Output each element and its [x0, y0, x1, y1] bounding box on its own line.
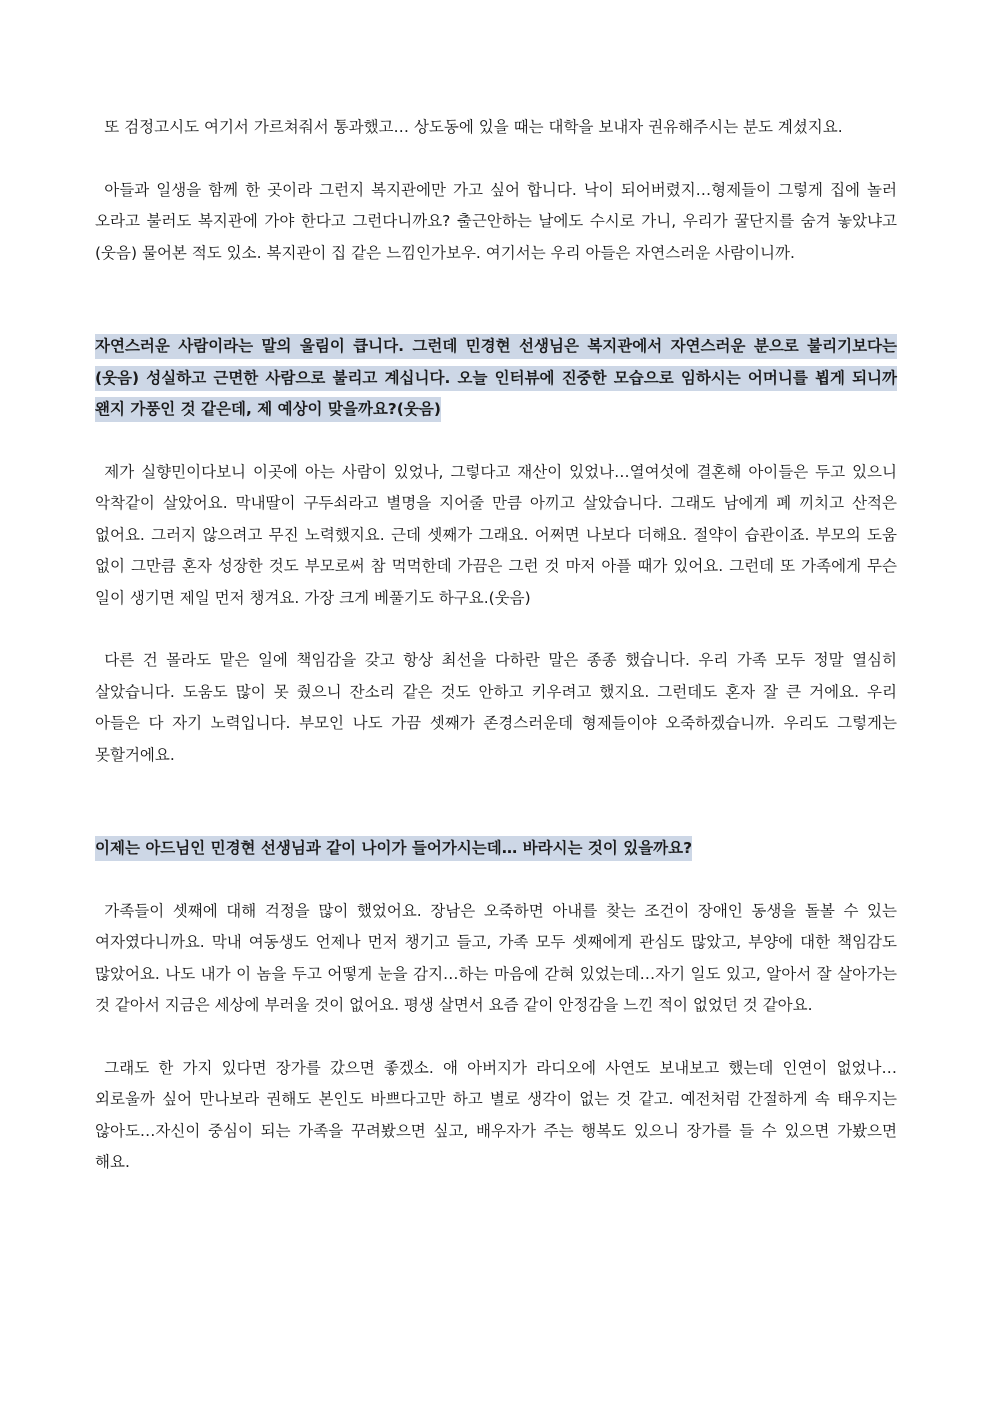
interview-question [95, 331, 897, 426]
paragraph-spacer [95, 426, 897, 457]
answer-paragraph: 아들과 일생을 함께 한 곳이라 그런지 복지관에만 가고 싶어 합니다. 낙이 되어버렸지…형제들이 그렇게 집에 놀러 오라고 불러도 복지관에 가야 한다고 그런다니까요? 출근안하는 날에도 수시로 가니, 우리가 꿀단지를 숨겨 놓았냐고(웃음) 물어본 적도 있소. 복지관이 집 같은 느낌인가보우. 여기서는 우리 아들은 자연스러운 사람이니까. [95, 180, 897, 262]
answer-paragraph: 또 검정고시도 여기서 가르쳐줘서 통과했고… 상도동에 있을 때는 대학을 보내자 권유해주시는 분도 계셨지요. [104, 118, 843, 136]
paragraph-spacer [95, 1022, 897, 1053]
section-spacer [95, 269, 897, 331]
interview-question [95, 833, 897, 865]
paragraph-spacer [95, 144, 897, 175]
answer-paragraph: 가족들이 셋째에 대해 걱정을 많이 했었어요. 장남은 오죽하면 아내를 찾는 조건이 장애인 동생을 돌볼 수 있는 여자였다니까요. 막내 여동생도 언제나 먼저 챙기고 들고, 가족 모두 셋째에게 관심도 많았고, 부양에 대한 책임감도 많았어요. 나도 내가 이 놈을 두고 어떻게 눈을 감지…하는 마음에 갇혀 있었는데…자기 일도 있고, 알아서 잘 살아가는 것 같아서 지금은 세상에 부러울 것이 없어요. 평생 살면서 요즘 같이 안정감을 느낀 적이 없었던 것 같아요. [95, 901, 897, 1014]
answer-paragraph: 제가 실향민이다보니 이곳에 아는 사람이 있었나, 그렇다고 재산이 있었나…열여섯에 결혼해 아이들은 두고 있으니 악착같이 살았어요. 막내딸이 구두쇠라고 별명을 지어줄 만큼 아끼고 살았습니다. 그래도 남에게 폐 끼치고 산적은 없어요. 그러지 않으려고 무진 노력했지요. 근데 셋째가 그래요. 어쩌면 나보다 더해요. 절약이 습관이죠. 부모의 도움 없이 그만큼 혼자 성장한 것도 부모로써 참 먹먹한데 가끔은 그런 것 마저 아플 때가 있어요. 그런데 또 가족에게 무슨 일이 생기면 제일 먼저 챙겨요. 가장 크게 베풀기도 하구요.(웃음) [95, 462, 897, 607]
answer-paragraph: 그래도 한 가지 있다면 장가를 갔으면 좋겠소. 애 아버지가 라디오에 사연도 보내보고 했는데 인연이 없었나…외로울까 싶어 만나보라 권해도 본인도 바쁘다고만 하고 별로 생각이 없는 것 같고. 예전처럼 간절하게 속 태우지는 않아도…자신이 중심이 되는 가족을 꾸려봤으면 싶고, 배우자가 주는 행복도 있으니 장가를 들 수 있으면 가봤으면 해요. [95, 1058, 897, 1171]
paragraph-spacer [95, 865, 897, 896]
answer-paragraph: 다른 건 몰라도 맡은 일에 책임감을 갖고 항상 최선을 다하란 말은 종종 했습니다. 우리 가족 모두 정말 열심히 살았습니다. 도움도 많이 못 줬으니 잔소리 같은 것도 안하고 키우려고 했지요. 그런데도 혼자 잘 큰 거에요. 우리 아들은 다 자기 노력입니다. 부모인 나도 가끔 셋째가 존경스러운데 형제들이야 오죽하겠습니까. 우리도 그렇게는 못할거에요. [95, 651, 897, 764]
paragraph-spacer [95, 614, 897, 645]
document-page [95, 112, 897, 1179]
question-highlight: 자연스러운 사람이라는 말의 울림이 큽니다. 그런데 민경현 선생님은 복지관에서 자연스러운 분으로 불리기보다는(웃음) 성실하고 근면한 사람으로 불리고 계십니다. 오늘 인터뷰에 진중한 모습으로 임하시는 어머니를 뵙게 되니까 왠지 가풍인 것 같은데, 제 예상이 맞을까요?(웃음) [95, 334, 897, 422]
question-highlight: 이제는 아드님인 민경현 선생님과 같이 나이가 들어가시는데… 바라시는 것이 있을까요? [95, 836, 692, 861]
section-spacer [95, 771, 897, 833]
